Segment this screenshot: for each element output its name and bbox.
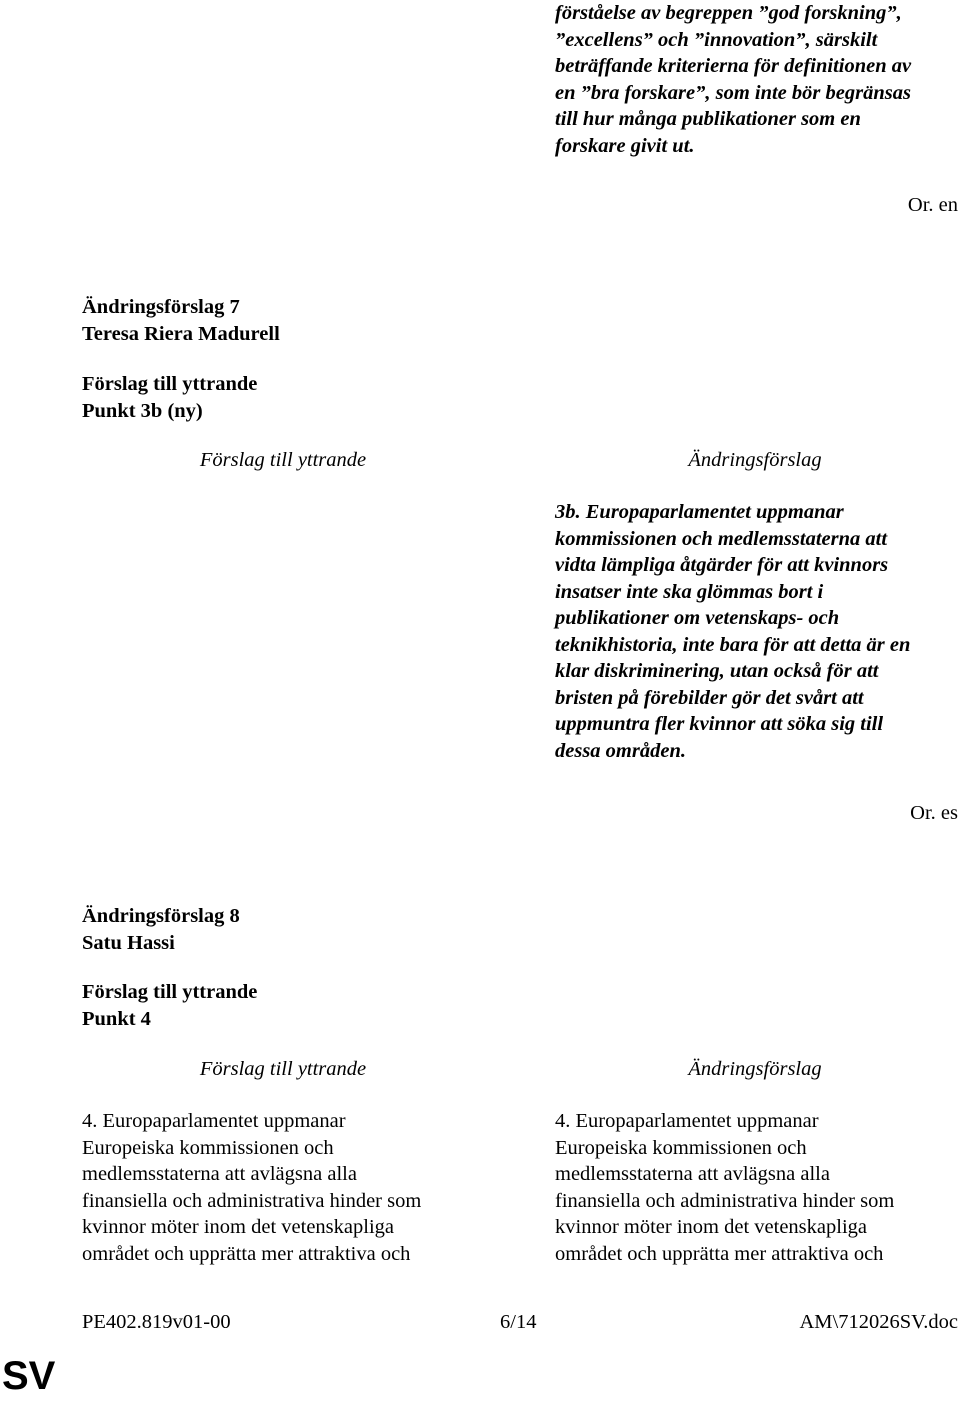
amendment-8-target [82,979,257,1032]
text-line: bristen på förebilder gör det svårt att [555,686,864,709]
footer-page-number: 6/14 [500,1311,537,1333]
footer-file-name: AM\712026SV.doc [799,1311,958,1333]
text-line: vidta lämpliga åtgärder för att kvinnors [555,554,889,576]
text-line: Europeiska kommissionen och [82,1136,334,1159]
language-code: SV [2,1354,56,1398]
text-line: 4. Europaparlamentet uppmanar [555,1110,819,1132]
amendment-author: Teresa Riera Madurell [82,322,280,345]
text-line: dessa områden. [555,739,686,762]
text-line: förståelse av begreppen ”god forskning”, [555,2,902,24]
text-line: publikationer om vetenskaps- och [555,607,840,629]
amendment-7-text [555,499,910,764]
document-type: Förslag till yttrande [82,981,258,1003]
text-line: till hur många publikationer som en [555,108,861,130]
original-language: Or. es [910,802,958,824]
text-line: kvinnor möter inom det vetenskapliga [555,1216,867,1238]
text-line: 3b. Europaparlamentet uppmanar [555,501,844,523]
text-line: en ”bra forskare”, som inte bör begränsas [555,81,911,104]
text-line: beträffande kriterierna för definitionen av [555,55,912,77]
text-line: kommissionen och medlemsstaterna att [555,527,888,550]
column-heading-draft: Förslag till yttrande [199,449,367,471]
amendment-number: Ändringsförslag 7 [82,296,240,318]
text-line: Europeiska kommissionen och [555,1136,807,1159]
amendment-7-target [82,371,257,424]
text-line: ”excellens” och ”innovation”, särskilt [555,28,878,51]
footer-doc-ref: PE402.819v01-00 [82,1311,231,1333]
column-heading-draft: Förslag till yttrande [199,1058,367,1080]
point-reference: Punkt 4 [82,1007,151,1030]
text-line: medlemsstaterna att avlägsna alla [555,1163,830,1185]
text-line: finansiella och administrativa hinder som [82,1189,422,1212]
column-heading-amendment: Ändringsförslag [688,449,822,471]
text-line: området och upprätta mer attraktiva och [555,1242,884,1265]
amendment-author: Satu Hassi [82,931,175,954]
text-line: kvinnor möter inom det vetenskapliga [82,1216,394,1238]
amendment-8-header [82,903,240,956]
amendment-7-header [82,294,280,347]
text-line: finansiella och administrativa hinder som [555,1189,895,1212]
text-line: klar diskriminering, utan också för att [555,660,879,682]
continued-amendment-text [555,0,911,159]
text-line: teknikhistoria, inte bara för att detta är en [555,633,911,656]
text-line: forskare givit ut. [555,134,695,157]
point-reference: Punkt 3b (ny) [82,399,203,422]
original-language: Or. en [907,194,958,216]
amendment-8-amended-text [555,1108,894,1267]
text-line: medlemsstaterna att avlägsna alla [82,1163,357,1185]
amendment-8-original-text [82,1108,421,1267]
column-heading-amendment: Ändringsförslag [688,1058,822,1080]
text-line: 4. Europaparlamentet uppmanar [82,1110,346,1132]
text-line: insatser inte ska glömmas bort i [555,580,824,603]
amendment-number: Ändringsförslag 8 [82,905,240,927]
text-line: området och upprätta mer attraktiva och [82,1242,411,1265]
document-type: Förslag till yttrande [82,373,258,395]
text-line: uppmuntra fler kvinnor att söka sig till [555,713,884,735]
